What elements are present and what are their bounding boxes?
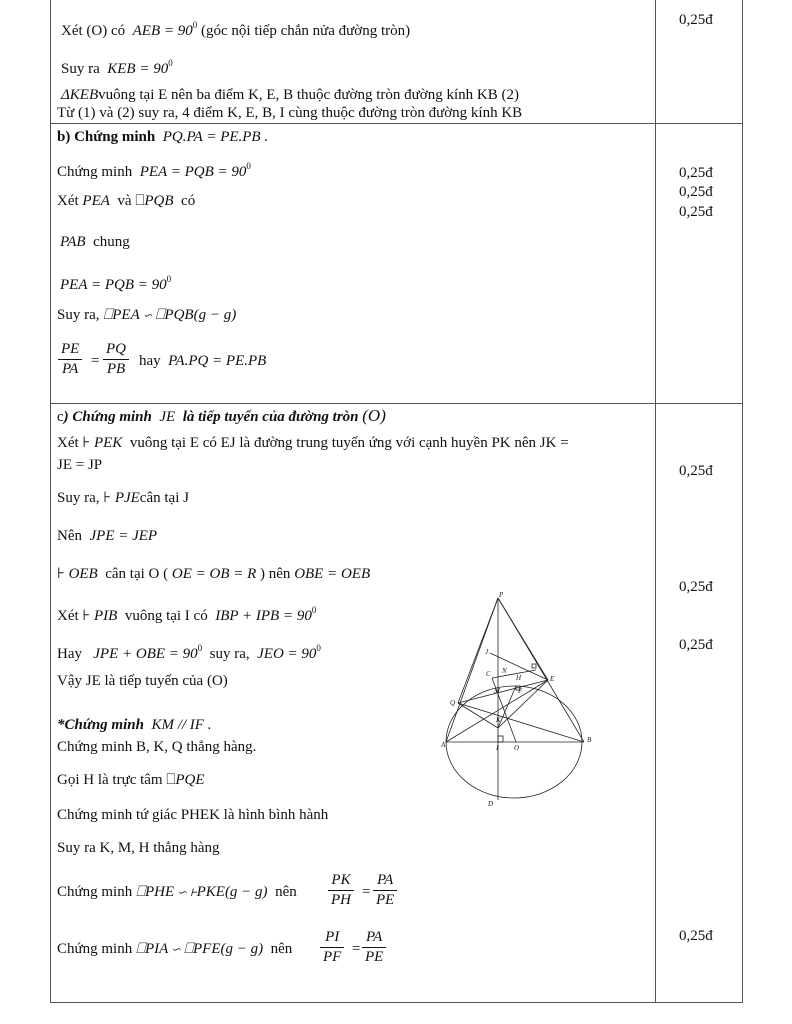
part-c-line-1: Xét ⊦ PEK vuông tại E có EJ là đường trung tuyến ứng với cạnh huyền PK nên JK = [57,435,569,451]
part-c-score-2: 0,25đ [679,579,713,595]
part-b-score-3: 0,25đ [679,204,713,220]
fraction-pi-pf: $\frac{PI}{PF}$ [320,928,344,967]
part-c-line-1b: JE = JP [57,457,103,473]
part-c-line-5: Xét ⊦ PIB vuông tại I có IBP + IPB = $90^0$ [57,605,317,624]
part-c-score-1: 0,25đ [679,463,713,479]
part-a-score: 0,25đ [679,12,713,28]
part-d-line-1: Chứng minh B, K, Q thẳng hàng. [57,739,257,755]
part-d-line-2: Gọi H là trực tâm ⎕PQE [57,772,205,788]
part-b-line-6: hay PA.PQ = PE.PB [139,353,267,369]
svg-text:Q: Q [450,699,456,707]
part-d-score: 0,25đ [679,928,713,944]
part-b-line-1: Chứng minh PEA = PQB = $90^0$ [57,161,251,180]
part-d-line-5: Chứng minh ⎕PHE ∽ ⊦PKE(g − g) nên [57,884,297,900]
part-d-heading: *Chứng minh KM // IF . [57,717,212,733]
part-c-line-4: ⊦ OEB cân tại O ( OE = OB = R ) nên OBE = OEB [57,566,371,582]
part-d-line-6: Chứng minh ⎕PIA ∽ ⎕PFE(g − g) nên [57,941,293,957]
part-c-line-2: Suy ra, ⊦ PJEcân tại J [57,490,189,506]
svg-text:P: P [499,591,504,599]
part-c-heading: c) Chứng minh JE là tiếp tuyến của đường tròn (O) [57,406,386,425]
fraction-pe-pa: $\frac{PE}{PA}$ [58,340,82,379]
part-c-score-3: 0,25đ [679,637,713,653]
fraction-pa-pe-1: $\frac{PA}{PE}$ [373,871,397,910]
part-b-line-2: Xét PEA và ⎕PQB có [57,193,196,209]
part-d-line-3: Chứng minh tứ giác PHEK là hình bình hành [57,807,329,823]
fraction-pq-pb: $\frac{PQ}{PB}$ [103,340,129,379]
equals-sign-2: = [362,884,371,900]
part-d-line-4: Suy ra K, M, H thẳng hàng [57,840,220,856]
equals-sign-3: = [352,941,361,957]
svg-text:M: M [494,687,500,695]
svg-text:F: F [518,687,523,695]
part-b-line-3: PAB chung [60,234,130,250]
svg-text:D: D [488,800,494,808]
svg-text:B: B [587,736,592,744]
svg-text:C: C [486,670,491,678]
row-divider-a-b [50,123,742,124]
part-b-heading: b) Chứng minh PQ.PA = PE.PB . [57,129,269,145]
part-a-line-2: Suy ra KEB = $90^0$ [61,58,173,77]
part-b-line-4: PEA = PQB = $90^0$ [60,274,172,293]
svg-text:O: O [514,744,520,752]
part-a-line-3: ΔKEBvuông tại E nên ba điểm K, E, B thuộc đường tròn đường kính KB (2) [61,87,519,103]
geometry-figure [436,590,596,810]
part-b-score-1: 0,25đ [679,165,713,181]
svg-text:N: N [502,667,507,675]
part-a-line-4: Từ (1) và (2) suy ra, 4 điểm K, E, B, I cùng thuộc đường tròn đường kính KB [57,105,523,121]
fraction-pa-pe-2: $\frac{PA}{PE}$ [362,928,386,967]
equals-sign: = [91,353,100,369]
svg-text:J: J [485,648,489,656]
svg-text:H: H [516,674,522,682]
fraction-pk-ph: $\frac{PK}{PH}$ [328,871,354,910]
part-b-line-5: Suy ra, ⎕PEA ∽ ⎕PQB(g − g) [57,307,237,323]
svg-text:I: I [496,744,499,752]
svg-text:E: E [550,675,555,683]
part-a-line-1: Xét (O) có AEB = $90^0$ (góc nội tiếp chắn nửa đường tròn) [61,20,411,39]
part-c-line-7: Vậy JE là tiếp tuyến của (O) [57,673,228,689]
row-divider-b-c [50,403,742,404]
part-c-line-6: Hay JPE + OBE = $90^0$ suy ra, JEO = $90^0$ [57,643,321,662]
svg-text:A: A [441,741,446,749]
part-b-score-2: 0,25đ [679,184,713,200]
score-column-divider [655,0,656,1002]
svg-text:K: K [496,716,501,724]
part-c-line-3: Nên JPE = JEP [57,528,158,544]
